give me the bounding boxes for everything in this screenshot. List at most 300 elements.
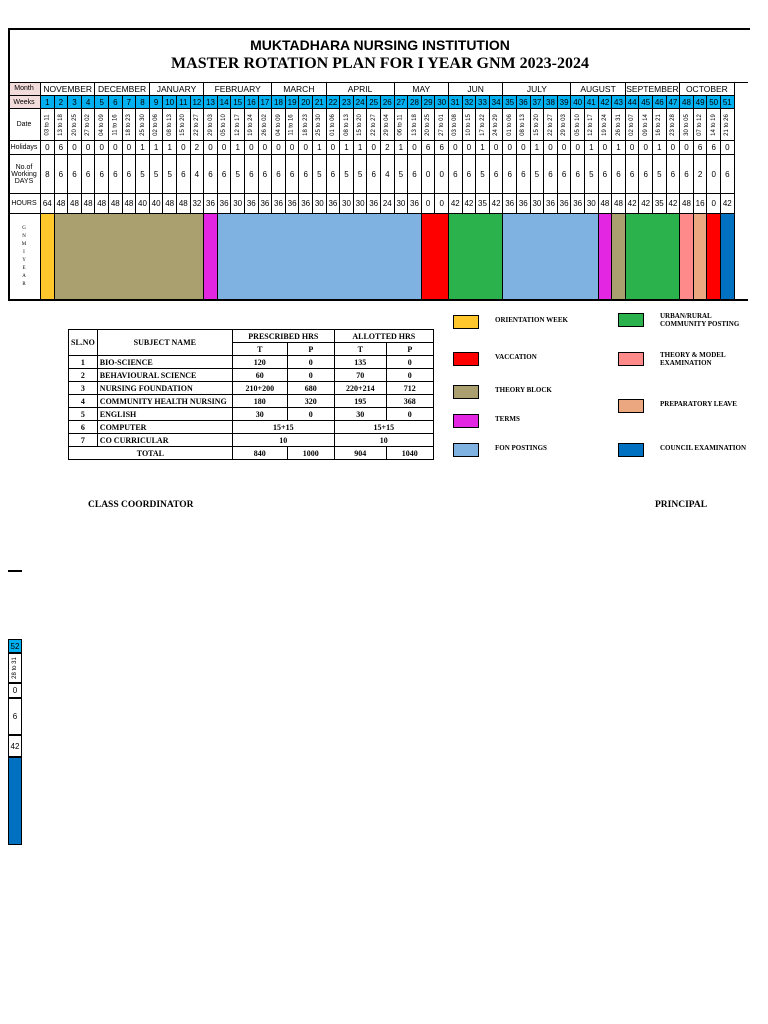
working-days: 5 bbox=[585, 155, 599, 194]
week-number: 2 bbox=[55, 96, 69, 109]
date-range bbox=[408, 109, 422, 141]
month-header: MAY bbox=[395, 82, 449, 96]
plan-title: MASTER ROTATION PLAN FOR I YEAR GNM 2023-2024 bbox=[171, 55, 589, 72]
date-text: 01 to 06 bbox=[506, 113, 513, 136]
working-days: 5 bbox=[313, 155, 327, 194]
hours-value: 48 bbox=[109, 194, 123, 214]
month-header: JULY bbox=[503, 82, 571, 96]
institution-name: MUKTADHARA NURSING INSTITUTION bbox=[250, 37, 510, 53]
hours-value: 36 bbox=[272, 194, 286, 214]
week-number: 39 bbox=[558, 96, 572, 109]
working-days: 6 bbox=[626, 155, 640, 194]
working-days: 6 bbox=[68, 155, 82, 194]
date-range bbox=[585, 109, 599, 141]
working-days: 5 bbox=[531, 155, 545, 194]
hours-value: 35 bbox=[653, 194, 667, 214]
holiday-count: 0 bbox=[667, 141, 681, 155]
date-range bbox=[422, 109, 436, 141]
working-days: 6 bbox=[408, 155, 422, 194]
date-range bbox=[680, 109, 694, 141]
allotted-header: ALLOTTED HRS bbox=[334, 330, 433, 343]
working-days: 6 bbox=[95, 155, 109, 194]
working-days: 6 bbox=[204, 155, 218, 194]
subject-cell-no: 2 bbox=[69, 369, 98, 382]
holiday-count: 1 bbox=[531, 141, 545, 155]
working-days: 6 bbox=[123, 155, 137, 194]
subject-cell-ap: 712 bbox=[386, 382, 433, 395]
date-range bbox=[245, 109, 259, 141]
holiday-count: 0 bbox=[41, 141, 55, 155]
subject-cell-no: 5 bbox=[69, 408, 98, 421]
subject-cell-no: 6 bbox=[69, 421, 98, 434]
holiday-count: 0 bbox=[571, 141, 585, 155]
date-range bbox=[707, 109, 721, 141]
week-number: 31 bbox=[449, 96, 463, 109]
date-text: 04 to 09 bbox=[98, 113, 105, 136]
hours-value: 48 bbox=[68, 194, 82, 214]
working-days: 6 bbox=[177, 155, 191, 194]
date-text: 11 to 16 bbox=[289, 113, 296, 136]
date-range bbox=[204, 109, 218, 141]
hours-value: 30 bbox=[231, 194, 245, 214]
date-text: 29 to 03 bbox=[207, 113, 214, 136]
holiday-count: 0 bbox=[245, 141, 259, 155]
date-range bbox=[68, 109, 82, 141]
date-range bbox=[286, 109, 300, 141]
holiday-count: 1 bbox=[136, 141, 150, 155]
subject-cell-pp: 0 bbox=[287, 369, 334, 382]
date-text: 13 to 18 bbox=[57, 113, 64, 136]
subject-cell-name: BEHAVIOURAL SCIENCE bbox=[97, 369, 232, 382]
row-label-month: Month bbox=[8, 82, 41, 96]
hours-value: 36 bbox=[408, 194, 422, 214]
title-box bbox=[8, 28, 750, 84]
week-number: 5 bbox=[95, 96, 109, 109]
legend-label: VACCATION bbox=[495, 353, 537, 361]
year-label-text: G N M I Y E A R bbox=[21, 226, 27, 287]
date-text: 22 to 27 bbox=[370, 113, 377, 136]
week-number: 28 bbox=[408, 96, 422, 109]
working-days: 6 bbox=[367, 155, 381, 194]
holiday-count: 0 bbox=[272, 141, 286, 155]
rotation-segment-orientation bbox=[41, 214, 55, 301]
date-range bbox=[299, 109, 313, 141]
subject-cell-name: ENGLISH bbox=[97, 408, 232, 421]
working-days: 0 bbox=[707, 155, 721, 194]
hours-value: 36 bbox=[558, 194, 572, 214]
date-text: 23 to 28 bbox=[669, 113, 676, 136]
allotted-p-header: P bbox=[386, 343, 433, 356]
subject-cell-pt: 120 bbox=[232, 356, 287, 369]
date-range bbox=[694, 109, 708, 141]
week-number: 20 bbox=[299, 96, 313, 109]
hours-value: 30 bbox=[313, 194, 327, 214]
week-number: 19 bbox=[286, 96, 300, 109]
hours-value: 42 bbox=[463, 194, 477, 214]
hours-value: 16 bbox=[694, 194, 708, 214]
holiday-count: 0 bbox=[123, 141, 137, 155]
working-days: 4 bbox=[381, 155, 395, 194]
date-text: 03 to 11 bbox=[44, 113, 51, 136]
week-number: 9 bbox=[150, 96, 164, 109]
week-number: 50 bbox=[707, 96, 721, 109]
subject-row bbox=[69, 434, 434, 447]
week-number: 32 bbox=[463, 96, 477, 109]
holiday-count: 1 bbox=[612, 141, 626, 155]
total-pp: 1000 bbox=[287, 447, 334, 460]
working-days: 6 bbox=[449, 155, 463, 194]
week-number: 26 bbox=[381, 96, 395, 109]
holiday-count: 0 bbox=[449, 141, 463, 155]
month-header: FEBRUARY bbox=[204, 82, 272, 96]
subject-cell-p_merged: 10 bbox=[232, 434, 334, 447]
fragment-hours: 42 bbox=[8, 735, 22, 757]
date-text: 05 to 10 bbox=[221, 113, 228, 136]
date-range bbox=[612, 109, 626, 141]
total-label: TOTAL bbox=[69, 447, 233, 460]
subject-row bbox=[69, 369, 434, 382]
hours-value: 36 bbox=[571, 194, 585, 214]
month-header: DECEMBER bbox=[95, 82, 149, 96]
week-number: 34 bbox=[490, 96, 504, 109]
date-range bbox=[218, 109, 232, 141]
date-range bbox=[463, 109, 477, 141]
rotation-segment-theory bbox=[55, 214, 205, 301]
hours-value: 42 bbox=[667, 194, 681, 214]
legend-label: THEORY & MODEL EXAMINATION bbox=[660, 351, 726, 367]
date-text: 07 to 12 bbox=[697, 113, 704, 136]
hours-value: 42 bbox=[721, 194, 735, 214]
working-days: 6 bbox=[55, 155, 69, 194]
date-range bbox=[571, 109, 585, 141]
subject-cell-at: 70 bbox=[334, 369, 386, 382]
date-range bbox=[109, 109, 123, 141]
date-range bbox=[490, 109, 504, 141]
rotation-segment-fon bbox=[503, 214, 598, 301]
principal-label: PRINCIPAL bbox=[655, 500, 708, 510]
holiday-count: 0 bbox=[408, 141, 422, 155]
date-range bbox=[599, 109, 613, 141]
working-days: 5 bbox=[354, 155, 368, 194]
hours-value: 64 bbox=[41, 194, 55, 214]
legend-label: PREPARATORY LEAVE bbox=[660, 400, 737, 408]
date-text: 18 to 23 bbox=[125, 113, 132, 136]
week-number: 23 bbox=[340, 96, 354, 109]
holiday-count: 0 bbox=[517, 141, 531, 155]
month-header: JANUARY bbox=[150, 82, 204, 96]
date-text: 18 to 23 bbox=[302, 113, 309, 136]
hours-value: 36 bbox=[327, 194, 341, 214]
total-ap: 1040 bbox=[386, 447, 433, 460]
working-days: 6 bbox=[544, 155, 558, 194]
working-days: 6 bbox=[721, 155, 735, 194]
week-number: 47 bbox=[667, 96, 681, 109]
subject-cell-no: 1 bbox=[69, 356, 98, 369]
working-days: 6 bbox=[680, 155, 694, 194]
working-days: 6 bbox=[299, 155, 313, 194]
holiday-count: 6 bbox=[707, 141, 721, 155]
week-number: 38 bbox=[544, 96, 558, 109]
hours-value: 48 bbox=[177, 194, 191, 214]
holiday-count: 0 bbox=[599, 141, 613, 155]
date-text: 08 to 13 bbox=[166, 113, 173, 136]
date-text: 08 to 13 bbox=[520, 113, 527, 136]
week-number: 6 bbox=[109, 96, 123, 109]
date-text: 14 to 19 bbox=[710, 113, 717, 136]
legend-label: THEORY BLOCK bbox=[495, 386, 552, 394]
week-number: 8 bbox=[136, 96, 150, 109]
date-range bbox=[354, 109, 368, 141]
slno-header: SL.NO bbox=[69, 330, 98, 356]
class-coordinator-label: CLASS COORDINATOR bbox=[88, 500, 194, 510]
date-text: 29 to 03 bbox=[561, 113, 568, 136]
date-text: 30 to 05 bbox=[683, 113, 690, 136]
hours-value: 36 bbox=[259, 194, 273, 214]
hours-value: 36 bbox=[544, 194, 558, 214]
hours-value: 30 bbox=[395, 194, 409, 214]
subject-cell-at: 195 bbox=[334, 395, 386, 408]
holiday-count: 1 bbox=[231, 141, 245, 155]
hours-value: 36 bbox=[286, 194, 300, 214]
week-number: 27 bbox=[395, 96, 409, 109]
date-range bbox=[639, 109, 653, 141]
hours-value: 48 bbox=[599, 194, 613, 214]
working-days: 6 bbox=[109, 155, 123, 194]
month-header: AUGUST bbox=[571, 82, 625, 96]
working-days: 5 bbox=[163, 155, 177, 194]
subject-cell-ap: 0 bbox=[386, 408, 433, 421]
subject-cell-name: COMMUNITY HEALTH NURSING bbox=[97, 395, 232, 408]
holiday-count: 0 bbox=[299, 141, 313, 155]
legend-swatch bbox=[453, 352, 479, 366]
date-text: 06 to 11 bbox=[397, 113, 404, 136]
week-number: 7 bbox=[123, 96, 137, 109]
working-days: 6 bbox=[571, 155, 585, 194]
date-text: 29 to 04 bbox=[384, 113, 391, 136]
working-days: 6 bbox=[490, 155, 504, 194]
date-range bbox=[82, 109, 96, 141]
date-range bbox=[340, 109, 354, 141]
week-number: 41 bbox=[585, 96, 599, 109]
legend-swatch bbox=[453, 385, 479, 399]
week-number: 48 bbox=[680, 96, 694, 109]
date-range bbox=[653, 109, 667, 141]
month-header: SEPTEMBER bbox=[626, 82, 680, 96]
working-days: 5 bbox=[476, 155, 490, 194]
working-days: 6 bbox=[558, 155, 572, 194]
holiday-count: 0 bbox=[218, 141, 232, 155]
allotted-t-header: T bbox=[334, 343, 386, 356]
fragment-working: 6 bbox=[8, 698, 22, 735]
hours-value: 0 bbox=[422, 194, 436, 214]
week-number: 51 bbox=[721, 96, 735, 109]
rotation-segment-community bbox=[626, 214, 680, 301]
hours-value: 48 bbox=[680, 194, 694, 214]
legend-label: FON POSTINGS bbox=[495, 444, 547, 452]
hours-value: 0 bbox=[435, 194, 449, 214]
holiday-count: 0 bbox=[463, 141, 477, 155]
subject-cell-ap: 0 bbox=[386, 369, 433, 382]
week-number: 46 bbox=[653, 96, 667, 109]
date-text: 27 to 01 bbox=[438, 113, 445, 136]
date-text: 11 to 16 bbox=[112, 113, 119, 136]
date-range bbox=[55, 109, 69, 141]
working-days: 6 bbox=[286, 155, 300, 194]
row-label-holidays: Holidays bbox=[8, 141, 41, 155]
legend-swatch bbox=[618, 352, 644, 366]
week-number: 43 bbox=[612, 96, 626, 109]
working-days: 4 bbox=[191, 155, 205, 194]
date-text: 03 to 08 bbox=[452, 113, 459, 136]
month-header: APRIL bbox=[327, 82, 395, 96]
subject-cell-ap: 0 bbox=[386, 356, 433, 369]
week-number: 44 bbox=[626, 96, 640, 109]
legend-swatch bbox=[618, 399, 644, 413]
date-range bbox=[123, 109, 137, 141]
week-number: 37 bbox=[531, 96, 545, 109]
holiday-count: 6 bbox=[55, 141, 69, 155]
week-number: 49 bbox=[694, 96, 708, 109]
rotation-segment-exam bbox=[680, 214, 694, 301]
subject-cell-pp: 0 bbox=[287, 356, 334, 369]
hours-value: 0 bbox=[707, 194, 721, 214]
holiday-count: 0 bbox=[639, 141, 653, 155]
week-number: 4 bbox=[82, 96, 96, 109]
rotation-segment-community bbox=[449, 214, 503, 301]
subject-cell-no: 4 bbox=[69, 395, 98, 408]
week-number: 30 bbox=[435, 96, 449, 109]
hours-value: 42 bbox=[449, 194, 463, 214]
hours-value: 36 bbox=[245, 194, 259, 214]
working-days: 0 bbox=[435, 155, 449, 194]
hours-value: 42 bbox=[626, 194, 640, 214]
hours-value: 30 bbox=[340, 194, 354, 214]
working-days: 8 bbox=[41, 155, 55, 194]
hours-value: 30 bbox=[354, 194, 368, 214]
date-range bbox=[381, 109, 395, 141]
subject-row bbox=[69, 382, 434, 395]
subject-row bbox=[69, 421, 434, 434]
date-range bbox=[136, 109, 150, 141]
subject-cell-pp: 320 bbox=[287, 395, 334, 408]
holiday-count: 0 bbox=[204, 141, 218, 155]
date-text: 17 to 22 bbox=[479, 113, 486, 136]
week-number: 15 bbox=[231, 96, 245, 109]
holiday-count: 6 bbox=[694, 141, 708, 155]
subject-row bbox=[69, 408, 434, 421]
row-label-weeks: Weeks bbox=[8, 96, 41, 109]
date-text: 19 to 24 bbox=[248, 113, 255, 136]
date-range bbox=[558, 109, 572, 141]
holiday-count: 0 bbox=[558, 141, 572, 155]
week-number: 40 bbox=[571, 96, 585, 109]
date-text: 22 to 27 bbox=[547, 113, 554, 136]
month-header: JUN bbox=[449, 82, 503, 96]
subject-cell-pt: 210+200 bbox=[232, 382, 287, 395]
hours-value: 36 bbox=[517, 194, 531, 214]
legend-swatch bbox=[618, 443, 644, 457]
week-number: 36 bbox=[517, 96, 531, 109]
subject-cell-at: 30 bbox=[334, 408, 386, 421]
subject-cell-no: 3 bbox=[69, 382, 98, 395]
holiday-count: 0 bbox=[95, 141, 109, 155]
date-text: 20 to 25 bbox=[71, 113, 78, 136]
date-text: 02 to 06 bbox=[153, 113, 160, 136]
week-number: 35 bbox=[503, 96, 517, 109]
rotation-segment-theory bbox=[612, 214, 626, 301]
date-range bbox=[272, 109, 286, 141]
working-days: 5 bbox=[150, 155, 164, 194]
date-range bbox=[259, 109, 273, 141]
date-range bbox=[231, 109, 245, 141]
date-text: 08 to 13 bbox=[343, 113, 350, 136]
date-range bbox=[503, 109, 517, 141]
week-number: 18 bbox=[272, 96, 286, 109]
hours-value: 40 bbox=[150, 194, 164, 214]
date-range bbox=[177, 109, 191, 141]
subject-cell-pt: 30 bbox=[232, 408, 287, 421]
week-number: 33 bbox=[476, 96, 490, 109]
holiday-count: 1 bbox=[653, 141, 667, 155]
week-number: 12 bbox=[191, 96, 205, 109]
legend-swatch bbox=[453, 443, 479, 457]
week-number: 25 bbox=[367, 96, 381, 109]
prescribed-t-header: T bbox=[232, 343, 287, 356]
hours-value: 36 bbox=[204, 194, 218, 214]
subject-cell-name: NURSING FOUNDATION bbox=[97, 382, 232, 395]
date-text: 09 to 14 bbox=[642, 113, 649, 136]
date-range bbox=[721, 109, 735, 141]
date-range bbox=[667, 109, 681, 141]
date-range bbox=[95, 109, 109, 141]
month-header: MARCH bbox=[272, 82, 326, 96]
week-number: 42 bbox=[599, 96, 613, 109]
month-header: OCTOBER bbox=[680, 82, 734, 96]
working-days: 5 bbox=[653, 155, 667, 194]
holiday-count: 0 bbox=[68, 141, 82, 155]
week-number: 24 bbox=[354, 96, 368, 109]
hours-value: 40 bbox=[136, 194, 150, 214]
working-days: 6 bbox=[463, 155, 477, 194]
hours-value: 48 bbox=[95, 194, 109, 214]
date-range bbox=[327, 109, 341, 141]
working-days: 6 bbox=[517, 155, 531, 194]
legend-label: TERMS bbox=[495, 415, 520, 423]
date-text: 05 to 10 bbox=[574, 113, 581, 136]
date-text: 10 to 15 bbox=[465, 113, 472, 136]
subject-cell-p_merged: 15+15 bbox=[232, 421, 334, 434]
subject-table bbox=[68, 329, 434, 460]
subject-name-header: SUBJECT NAME bbox=[97, 330, 232, 356]
legend-label: URBAN/RURAL COMMUNITY POSTING bbox=[660, 312, 740, 328]
hours-value: 35 bbox=[476, 194, 490, 214]
hours-value: 30 bbox=[531, 194, 545, 214]
date-text: 16 to 21 bbox=[656, 113, 663, 136]
subject-cell-name: COMPUTER bbox=[97, 421, 232, 434]
subject-cell-pt: 60 bbox=[232, 369, 287, 382]
holiday-count: 0 bbox=[490, 141, 504, 155]
holiday-count: 0 bbox=[503, 141, 517, 155]
legend-label: ORIENTATION WEEK bbox=[495, 316, 568, 324]
rotation-segment-vaccation bbox=[707, 214, 721, 301]
holiday-count: 1 bbox=[476, 141, 490, 155]
holiday-count: 6 bbox=[422, 141, 436, 155]
hours-value: 24 bbox=[381, 194, 395, 214]
legend-label: COUNCIL EXAMINATION bbox=[660, 444, 747, 452]
date-text: 01 to 06 bbox=[329, 113, 336, 136]
total-at: 904 bbox=[334, 447, 386, 460]
date-text: 02 to 07 bbox=[629, 113, 636, 136]
